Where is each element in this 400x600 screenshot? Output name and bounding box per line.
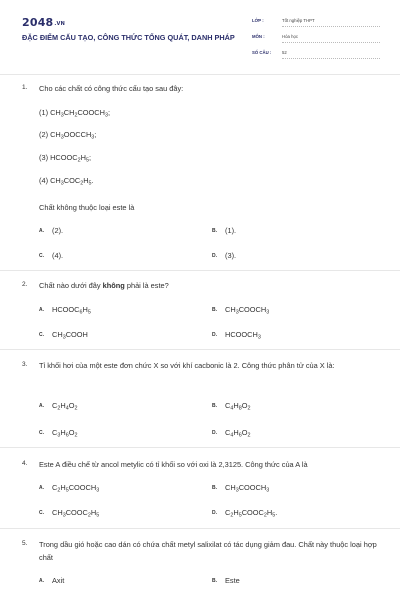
question-text	[39, 279, 379, 292]
question-text-part: phải là este?	[124, 281, 169, 290]
meta-class-value: Tốt nghiệp THPT	[282, 18, 315, 23]
option-letter: C.	[39, 510, 44, 516]
question-text-part: Chất nào dưới đây	[39, 281, 103, 290]
option-text: (1).	[225, 226, 237, 235]
meta-subject-value: Hóa học	[282, 34, 299, 39]
option-text: $CH_3COOCH_3$	[225, 483, 270, 494]
option-letter: C.	[39, 332, 44, 338]
question-text-emphasis: không	[102, 281, 125, 290]
header-divider	[0, 74, 400, 75]
question-stem: Chất không thuộc loại este là	[39, 203, 135, 212]
question-divider	[0, 270, 400, 271]
option-letter: C.	[39, 253, 44, 259]
question-number: 5.	[22, 540, 28, 547]
document-title: ĐẶC ĐIỂM CẤU TẠO, CÔNG THỨC TỔNG QUÁT, DANH PHÁP	[22, 33, 235, 42]
option-text: $C_2H_5COOC_2H_5$.	[225, 508, 278, 519]
option-text: Este	[225, 576, 240, 585]
option-text: $C_2H_5COOCH_3$	[52, 483, 100, 494]
option-letter: A.	[39, 485, 44, 491]
question-divider	[0, 447, 400, 448]
option-text: $C_4H_6O_2$	[225, 428, 251, 439]
meta-divider	[282, 42, 380, 43]
option-letter: D.	[212, 253, 217, 259]
question-divider	[0, 349, 400, 350]
question-number: 1.	[22, 84, 28, 91]
option-letter: B.	[212, 403, 217, 409]
question-text: Este A điều chế từ ancol metylic có tỉ khối so với oxi là 2,3125. Công thức của A là	[39, 460, 308, 469]
question-text: Trong dầu gió hoặc cao dán có chứa chất metyl salixilat có tác dụng giảm đau. Chất này thuộc loại hợp chất	[39, 540, 377, 562]
meta-class-row	[252, 16, 380, 32]
option-text: $HCOOC_6H_5$	[52, 305, 91, 316]
question-text: Cho các chất có công thức cấu tạo sau đây:	[39, 84, 184, 93]
option-text: $CH_3COOC_2H_5$	[52, 508, 100, 519]
option-letter: B.	[212, 578, 217, 584]
option-letter: D.	[212, 430, 217, 436]
option-text: $CH_3COOH$	[52, 330, 88, 341]
site-logo[interactable]	[22, 16, 65, 29]
question-number: 4.	[22, 460, 28, 467]
option-text: (2).	[52, 226, 64, 235]
option-letter: A.	[39, 403, 44, 409]
question-divider	[0, 528, 400, 529]
option-text: $CH_3COOCH_3$	[225, 305, 270, 316]
option-letter: D.	[212, 332, 217, 338]
logo-text: 2048	[22, 16, 54, 29]
meta-class-label: LỚP :	[252, 18, 264, 23]
document-header	[0, 0, 400, 74]
logo-tld: .VN	[54, 21, 65, 27]
option-text: $C_4H_8O_2$	[225, 401, 251, 412]
formula-line: (1) $CH_3CH_2COOCH_3$;	[39, 108, 111, 119]
option-text: $C_3H_6O_2$	[52, 428, 78, 439]
formula-line: (4) $CH_3COC_2H_5$.	[39, 176, 94, 187]
option-text: Axit	[52, 576, 65, 585]
option-text: $HCOOCH_3$	[225, 330, 261, 341]
question-number: 3.	[22, 361, 28, 368]
option-letter: B.	[212, 485, 217, 491]
option-letter: A.	[39, 578, 44, 584]
option-text: (3).	[225, 251, 237, 260]
option-letter: B.	[212, 307, 217, 313]
meta-count-label: SỐ CÂU :	[252, 50, 272, 55]
option-letter: A.	[39, 307, 44, 313]
option-letter: D.	[212, 510, 217, 516]
question-text: Tỉ khối hơi của một este đơn chức X so với khí cacbonic là 2. Công thức phân tử của X là:	[39, 361, 335, 370]
meta-subject-label: MÔN :	[252, 34, 265, 39]
option-letter: C.	[39, 430, 44, 436]
meta-count-row	[252, 48, 380, 64]
meta-divider	[282, 58, 380, 59]
formula-line: (3) $HCOOC_2H_5$;	[39, 153, 92, 164]
question-number: 2.	[22, 281, 28, 288]
option-text: $C_2H_4O_2$	[52, 401, 78, 412]
option-letter: B.	[212, 228, 217, 234]
meta-count-value: 52	[282, 50, 287, 55]
meta-subject-row	[252, 32, 380, 48]
option-text: (4).	[52, 251, 64, 260]
formula-line: (2) $CH_3OOCCH_3$;	[39, 130, 97, 141]
meta-divider	[282, 26, 380, 27]
option-letter: A.	[39, 228, 44, 234]
document-meta	[252, 16, 380, 64]
